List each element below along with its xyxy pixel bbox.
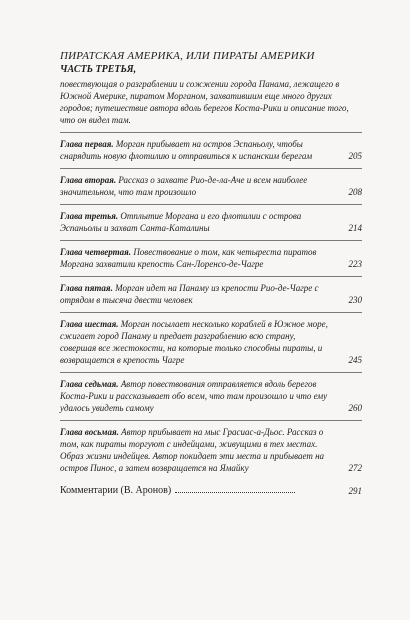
chapter-heading: Глава пятая. [60, 283, 113, 293]
page-number: 205 [348, 151, 362, 161]
chapter-summary: Морган идет на Панаму из крепости Рио-де-Чагре с отрядом в тысяча двести человек [60, 283, 319, 305]
page-number: 245 [348, 355, 362, 365]
chapter-summary: Повествование о том, как четыреста пиратов Моргана захватили крепость Сан-Лоренсо-де-Чагре [60, 247, 317, 269]
chapter-heading: Глава четвертая. [60, 247, 132, 257]
page-number: 230 [348, 295, 362, 305]
chapter-summary: Рассказ о захвате Рио-де-ла-Аче и всем наиболее значительном, что там произошло [60, 175, 308, 197]
chapter-text [60, 138, 362, 162]
chapter-summary: Морган посылает несколько кораблей в Южное море, сжигает город Панаму и предает разграблению всю страну, совершая все жестокости, на которые только способны пираты, и возвращается в крепость Чагре [60, 319, 328, 365]
page-number: 291 [348, 486, 362, 496]
chapter-text [60, 378, 362, 414]
chapter-text [60, 318, 362, 366]
page-number: 260 [348, 403, 362, 413]
chapter-heading: Глава восьмая. [60, 427, 119, 437]
toc-entry[interactable] [60, 204, 362, 234]
toc-entry[interactable] [60, 420, 362, 474]
page-number: 223 [348, 259, 362, 269]
chapter-heading: Глава седьмая. [60, 379, 119, 389]
toc-content [60, 50, 362, 497]
toc-entry[interactable] [60, 168, 362, 198]
chapter-heading: Глава вторая. [60, 175, 117, 185]
chapter-summary: Автор прибывает на мыс Грасиас-а-Дьос. Рассказ о том, как пираты торгуют с индейцами, живущими в тех местах. Образ жизни индейцев. Автор покидает эти места и прибывает на остров Пинос, а затем возвращается на Ямайку [60, 427, 325, 473]
toc-entry[interactable] [60, 240, 362, 270]
chapter-text [60, 426, 362, 474]
toc-entry[interactable] [60, 132, 362, 162]
chapter-summary: Морган прибывает на остров Эспаньолу, чтобы снарядить новую флотилию и отправиться к испанским берегам [60, 139, 313, 161]
chapter-summary: Автор повествования отправляется вдоль берегов Коста-Рики и рассказывает обо всем, что там произошло и что ему удалось увидеть самому [60, 379, 328, 413]
part-title: ПИРАТСКАЯ АМЕРИКА, ИЛИ ПИРАТЫ АМЕРИКИ [60, 50, 315, 62]
chapter-text [60, 210, 362, 234]
chapter-summary: Отплытие Моргана и его флотилии с острова Эспаньолы и захват Санта-Каталины [60, 211, 302, 233]
part-description: повествующая о разграблении и сожжении города Панама, лежащего в Южной Америке, пиратом Морганом, захватившим еще много других городов; путешествие автора вдоль берегов Коста-Рики и описание того, что он видел там. [60, 79, 349, 125]
toc-entry[interactable] [60, 372, 362, 414]
chapter-heading: Глава шестая. [60, 319, 119, 329]
chapter-heading: Глава первая. [60, 139, 114, 149]
page-number: 272 [348, 463, 362, 473]
part-subtitle: ЧАСТЬ ТРЕТЬЯ, [60, 64, 137, 75]
chapter-text [60, 174, 362, 198]
page-number: 208 [348, 187, 362, 197]
dot-leader [175, 484, 295, 493]
chapter-text [60, 246, 362, 270]
chapter-heading: Глава третья. [60, 211, 119, 221]
page-number: 214 [348, 223, 362, 233]
toc-entry[interactable] [60, 312, 362, 366]
toc-entry[interactable] [60, 276, 362, 306]
chapter-text [60, 282, 362, 306]
commentary-label: Комментарии (В. Аронов) [60, 485, 172, 496]
commentary-entry[interactable] [60, 484, 362, 497]
